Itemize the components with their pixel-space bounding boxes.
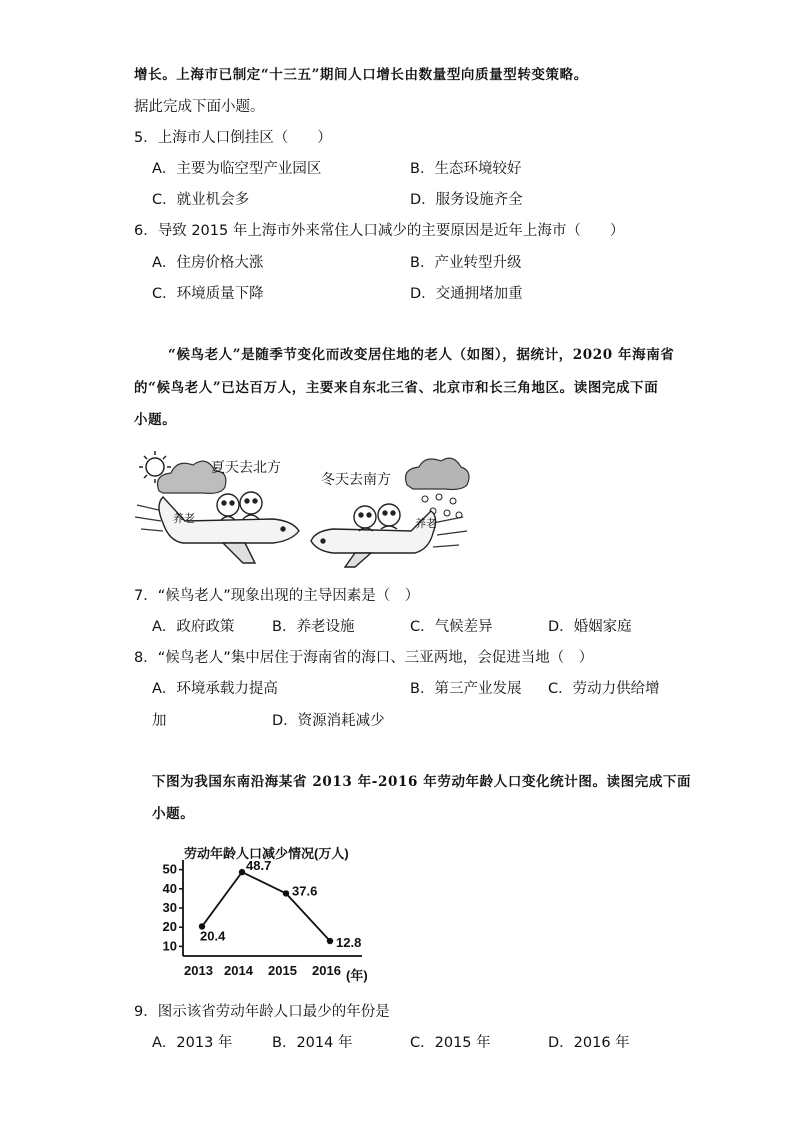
question-5-option-a: A．主要为临空型产业园区 — [152, 161, 322, 177]
question-9-option-d: D．2016 年 — [548, 1035, 630, 1051]
question-6-stem: 6．导致 2015 年上海市外来常住人口减少的主要原因是近年上海市（ ） — [134, 223, 625, 239]
x-tick-label: 2015 — [268, 963, 297, 978]
question-5-option-c: C．就业机会多 — [152, 192, 250, 208]
question-5-stem: 5．上海市人口倒挂区（ ） — [134, 130, 332, 146]
question-8-option-d: D．资源消耗减少 — [272, 713, 385, 729]
intro-line-2: 据此完成下面小题。 — [134, 99, 265, 115]
y-tick-label: 10 — [162, 938, 177, 954]
migratory-elders-illustration — [133, 445, 473, 570]
question-7-option-d: D．婚姻家庭 — [548, 619, 632, 635]
question-6-option-c: C．环境质量下降 — [152, 286, 264, 302]
storm-cloud-icon — [406, 458, 470, 489]
question-7-option-c: C．气候差异 — [410, 619, 493, 635]
chart-title: 劳动年龄人口减少情况(万人) — [184, 846, 349, 861]
question-9-option-b: B．2014 年 — [272, 1035, 353, 1051]
question-6-option-b: B．产业转型升级 — [410, 255, 522, 271]
question-8-option-a: A．环境承载力提高 — [152, 681, 278, 697]
passage-2-line-1: “候鸟老人”是随季节变化而改变居住地的老人（如图），据统计，2020 年海南省 — [168, 347, 675, 363]
question-8-option-b: B．第三产业发展 — [410, 681, 522, 697]
data-label: 12.8 — [336, 935, 362, 951]
labor-population-line-chart — [150, 838, 390, 988]
x-axis-label: (年) — [346, 968, 368, 983]
question-8-option-c: C．劳动力供给增 — [548, 681, 660, 697]
left-airplane-icon — [159, 492, 299, 563]
data-point — [239, 869, 245, 875]
speed-lines-right-icon — [433, 517, 467, 547]
y-tick-label: 40 — [162, 880, 177, 896]
x-tick-label: 2016 — [312, 963, 341, 978]
passage-3-line-2: 小题。 — [152, 806, 195, 822]
data-label: 37.6 — [292, 883, 318, 899]
question-7-stem: 7．“候鸟老人”现象出现的主导因素是（ ） — [134, 588, 420, 604]
y-tick-label: 50 — [162, 861, 177, 877]
question-6-option-a: A．住房价格大涨 — [152, 255, 264, 271]
right-caption: 冬天去南方 — [321, 471, 391, 487]
y-tick-label: 20 — [162, 919, 177, 935]
y-tick-label: 30 — [162, 900, 177, 915]
data-point — [283, 890, 289, 896]
intro-line-1: 增长。上海市已制定“十三五”期间人口增长由数量型向质量型转变策略。 — [134, 67, 588, 83]
x-tick-label: 2014 — [224, 963, 253, 978]
question-9-stem: 9．图示该省劳动年龄人口最少的年份是 — [134, 1004, 390, 1020]
data-label: 48.7 — [246, 858, 272, 874]
question-9-option-c: C．2015 年 — [410, 1035, 491, 1051]
data-label: 20.4 — [200, 928, 226, 944]
x-tick-label: 2013 — [184, 963, 213, 978]
passage-3-line-1: 下图为我国东南沿海某省 2013 年-2016 年劳动年龄人口变化统计图。读图完成下面 — [152, 774, 692, 790]
question-7-option-a: A．政府政策 — [152, 619, 235, 635]
question-9-option-a: A．2013 年 — [152, 1035, 233, 1051]
left-caption: 夏天去北方 — [211, 459, 281, 475]
passage-2-line-2: 的“候鸟老人”已达百万人，主要来自东北三省、北京市和长三角地区。读图完成下面 — [134, 380, 659, 396]
right-airplane-icon — [311, 504, 436, 567]
left-tail-label: 养老 — [173, 513, 195, 525]
question-8-stem: 8．“候鸟老人”集中居住于海南省的海口、三亚两地，会促进当地（ ） — [134, 650, 594, 666]
right-tail-label: 养老 — [415, 518, 437, 530]
question-5-option-d: D．服务设施齐全 — [410, 192, 523, 208]
question-5-option-b: B．生态环境较好 — [410, 161, 522, 177]
question-7-option-b: B．养老设施 — [272, 619, 355, 635]
question-6-option-d: D．交通拥堵加重 — [410, 286, 523, 302]
data-point — [327, 938, 333, 944]
passage-2-line-3: 小题。 — [134, 412, 177, 428]
question-8-option-c-continued: 加 — [152, 713, 167, 729]
